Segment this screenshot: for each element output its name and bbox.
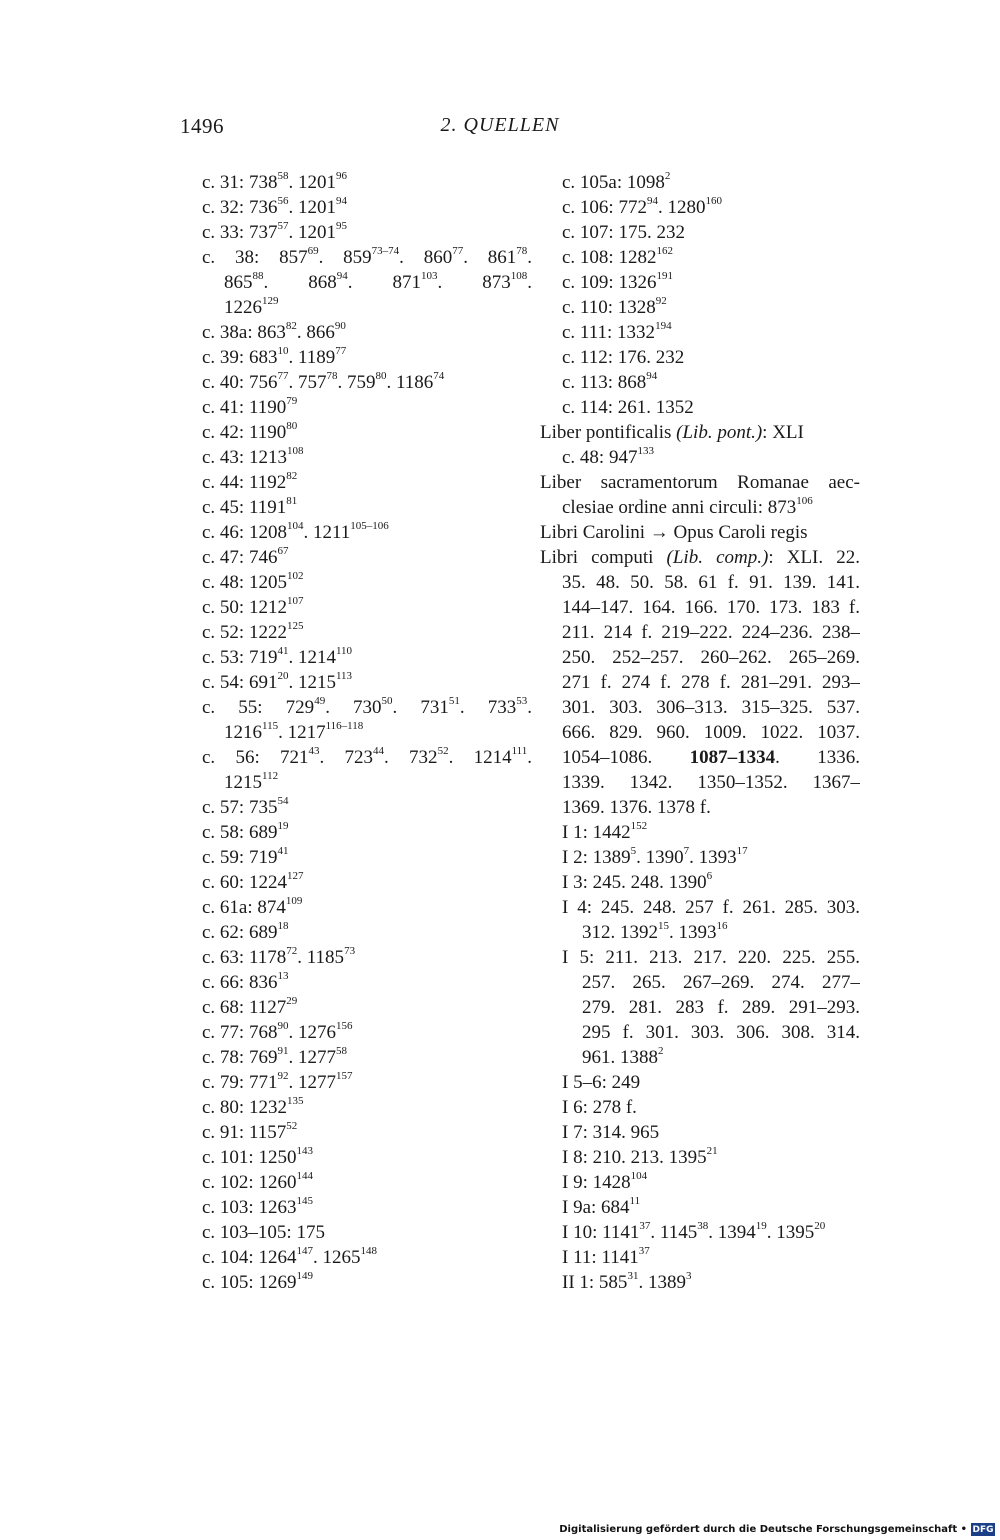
index-line: 312. 1392$^{15}$. 1393$^{16}$ (582, 919, 728, 943)
index-column-left (202, 170, 532, 1295)
index-line: c. 33: $737^{57}$. 1201$^{95}$ (202, 219, 347, 243)
index-column-right (540, 170, 860, 1295)
index-line: c. 61a: $874^{109}$ (202, 894, 303, 918)
index-line: c. 55: $729^{49}$. $730^{50}$. $731^{51}$. $733^{53}$. (202, 695, 532, 718)
index-line: c. 106: $772^{94}$. 1280$^{160}$ (562, 194, 722, 218)
page-header (0, 114, 1000, 144)
index-line: Liber pontificalis (Lib. pont.): XLI (540, 422, 804, 443)
index-line: clesiae ordine anni circuli: $873^{106}$ (562, 494, 813, 518)
index-line: 144–147. 164. 166. 170. 173. 183 f. (562, 597, 860, 618)
index-line: c. 68: 1127$^{29}$ (202, 994, 298, 1018)
index-line: 1226$^{129}$ (224, 294, 279, 318)
index-line: c. 39: $683^{10}$. 1189$^{77}$ (202, 344, 347, 368)
index-line: c. 104: 1264$^{147}$. 1265$^{148}$ (202, 1244, 377, 1268)
index-line: c. 80: 1232$^{135}$ (202, 1094, 304, 1118)
page-number: 1496 (180, 114, 224, 138)
index-line: I 11: 1141$^{37}$ (562, 1244, 650, 1268)
index-line: c. 44: 1192$^{82}$ (202, 469, 298, 493)
index-line: c. 77: $768^{90}$. 1276$^{156}$ (202, 1019, 353, 1043)
index-line: 211. 214 f. 219–222. 224–236. 238– (562, 622, 860, 643)
index-line: c. 78: $769^{91}$. 1277$^{58}$ (202, 1044, 347, 1068)
index-line: c. 103–105: 175 (202, 1222, 325, 1243)
index-line: c. 43: 1213$^{108}$ (202, 444, 304, 468)
index-line: II 1: $585^{31}$. 1389$^3$ (562, 1269, 692, 1293)
index-line: 279. 281. 283 f. 289. 291–293. (582, 997, 860, 1018)
index-line: I 10: 1141$^{37}$. 1145$^{38}$. 1394$^{19}$. 1395$^{20}$ (562, 1219, 826, 1243)
index-line: c. 91: 1157$^{52}$ (202, 1119, 298, 1143)
index-line: c. 54: $691^{20}$. 1215$^{113}$ (202, 669, 353, 693)
index-line: I 4: 245. 248. 257 f. 261. 285. 303. (562, 897, 860, 918)
index-line: c. 58: $689^{19}$ (202, 819, 289, 843)
index-line: Liber sacramentorum Romanae aec- (540, 472, 860, 493)
index-line: c. 113: $868^{94}$ (562, 369, 658, 393)
index-line: c. 102: 1260$^{144}$ (202, 1169, 313, 1193)
index-line: c. 53: $719^{41}$. 1214$^{110}$ (202, 644, 353, 668)
index-line: c. 40: $756^{77}$. $757^{78}$. $759^{80}$. 1186$^{74}$ (202, 369, 445, 393)
index-line: 1054–1086. 1087–1334. 1336. (562, 747, 860, 768)
index-line: c. 32: $736^{56}$. 1201$^{94}$ (202, 194, 347, 218)
index-line: 35. 48. 50. 58. 61 f. 91. 139. 141. (562, 572, 860, 593)
dfg-logo-icon: DFG (972, 1524, 994, 1535)
index-line: I 1: 1442$^{152}$ (562, 819, 648, 843)
index-line: 295 f. 301. 303. 306. 308. 314. (582, 1022, 860, 1043)
index-line: 257. 265. 267–269. 274. 277– (582, 972, 860, 993)
running-title: 2. QUELLEN (440, 114, 560, 136)
index-line: c. 38a: $863^{82}$. $866^{90}$ (202, 319, 346, 343)
index-line: c. 109: 1326$^{191}$ (562, 269, 673, 293)
index-line: c. 41: 1190$^{79}$ (202, 394, 298, 418)
index-line: c. 47: $746^{67}$ (202, 544, 289, 568)
index-line: I 5–6: 249 (562, 1072, 641, 1093)
index-line: c. 48: $947^{133}$ (562, 444, 654, 468)
index-line: I 5: 211. 213. 217. 220. 225. 255. (562, 947, 860, 968)
index-line: I 9: 1428$^{104}$ (562, 1169, 648, 1193)
index-line: I 9a: $684^{11}$ (562, 1194, 641, 1218)
index-line: c. 114: 261. 1352 (562, 397, 694, 418)
index-line: I 3: 245. 248. 1390$^6$ (562, 869, 713, 893)
index-line: c. 48: 1205$^{102}$ (202, 569, 304, 593)
index-line: c. 45: 1191$^{81}$ (202, 494, 298, 518)
index-line: c. 103: 1263$^{145}$ (202, 1194, 313, 1218)
index-line: I 7: 314. 965 (562, 1122, 660, 1143)
index-line: c. 38: $857^{69}$. 859$^{73-74}$. $860^{77}$. $861^{78}$. (202, 245, 532, 268)
index-line: c. 31: $738^{58}$. 1201$^{96}$ (202, 169, 347, 193)
index-line: I 6: 278 f. (562, 1097, 637, 1118)
index-line: I 2: 1389$^5$. 1390$^7$. 1393$^{17}$ (562, 844, 748, 868)
index-line: c. 62: $689^{18}$ (202, 919, 289, 943)
index-line: c. 111: 1332$^{194}$ (562, 319, 672, 343)
index-line: 301. 303. 306–313. 315–325. 537. (562, 697, 860, 718)
index-line: 1369. 1376. 1378 f. (562, 797, 711, 818)
index-line: $865^{88}$. $868^{94}$. $871^{103}$. $873^{108}$. (224, 270, 532, 293)
index-line: c. 110: 1328$^{92}$ (562, 294, 667, 318)
index-line: c. 105a: 1098$^2$ (562, 169, 671, 193)
index-line: 250. 252–257. 260–262. 265–269. (562, 647, 860, 668)
index-line: c. 42: 1190$^{80}$ (202, 419, 298, 443)
index-line: Libri Carolini → Opus Caroli regis (540, 522, 808, 543)
footer-credit: Digitalisierung gefördert durch die Deutsche Forschungsgemeinschaft • (559, 1524, 967, 1535)
index-line: 961. 1388$^2$ (582, 1044, 664, 1068)
index-line: c. 107: 175. 232 (562, 222, 685, 243)
index-line: I 8: 210. 213. 1395$^{21}$ (562, 1144, 718, 1168)
index-line: Libri computi (Lib. comp.): XLI. 22. (540, 547, 860, 568)
footer (559, 1523, 995, 1536)
index-line: 1215$^{112}$ (224, 769, 279, 793)
index-line: c. 112: 176. 232 (562, 347, 685, 368)
index-line: c. 46: 1208$^{104}$. 1211$^{105-106}$ (202, 519, 389, 543)
index-line: c. 50: 1212$^{107}$ (202, 594, 304, 618)
index-line: c. 56: $721^{43}$. $723^{44}$. $732^{52}$. 1214$^{111}$. (202, 745, 532, 768)
index-line: c. 60: 1224$^{127}$ (202, 869, 304, 893)
index-line: c. 63: 1178$^{72}$. 1185$^{73}$ (202, 944, 356, 968)
index-line: c. 79: $771^{92}$. 1277$^{157}$ (202, 1069, 353, 1093)
index-line: c. 52: 1222$^{125}$ (202, 619, 304, 643)
index-line: c. 105: 1269$^{149}$ (202, 1269, 313, 1293)
index-line: 1339. 1342. 1350–1352. 1367– (562, 772, 860, 793)
index-line: c. 59: $719^{41}$ (202, 844, 289, 868)
index-line: 1216$^{115}$. 1217$^{116-118}$ (224, 719, 364, 743)
index-line: c. 101: 1250$^{143}$ (202, 1144, 313, 1168)
index-line: c. 57: $735^{54}$ (202, 794, 289, 818)
index-line: c. 108: 1282$^{162}$ (562, 244, 673, 268)
index-line: 271 f. 274 f. 278 f. 281–291. 293– (562, 672, 860, 693)
index-line: c. 66: $836^{13}$ (202, 969, 289, 993)
index-line: 666. 829. 960. 1009. 1022. 1037. (562, 722, 860, 743)
